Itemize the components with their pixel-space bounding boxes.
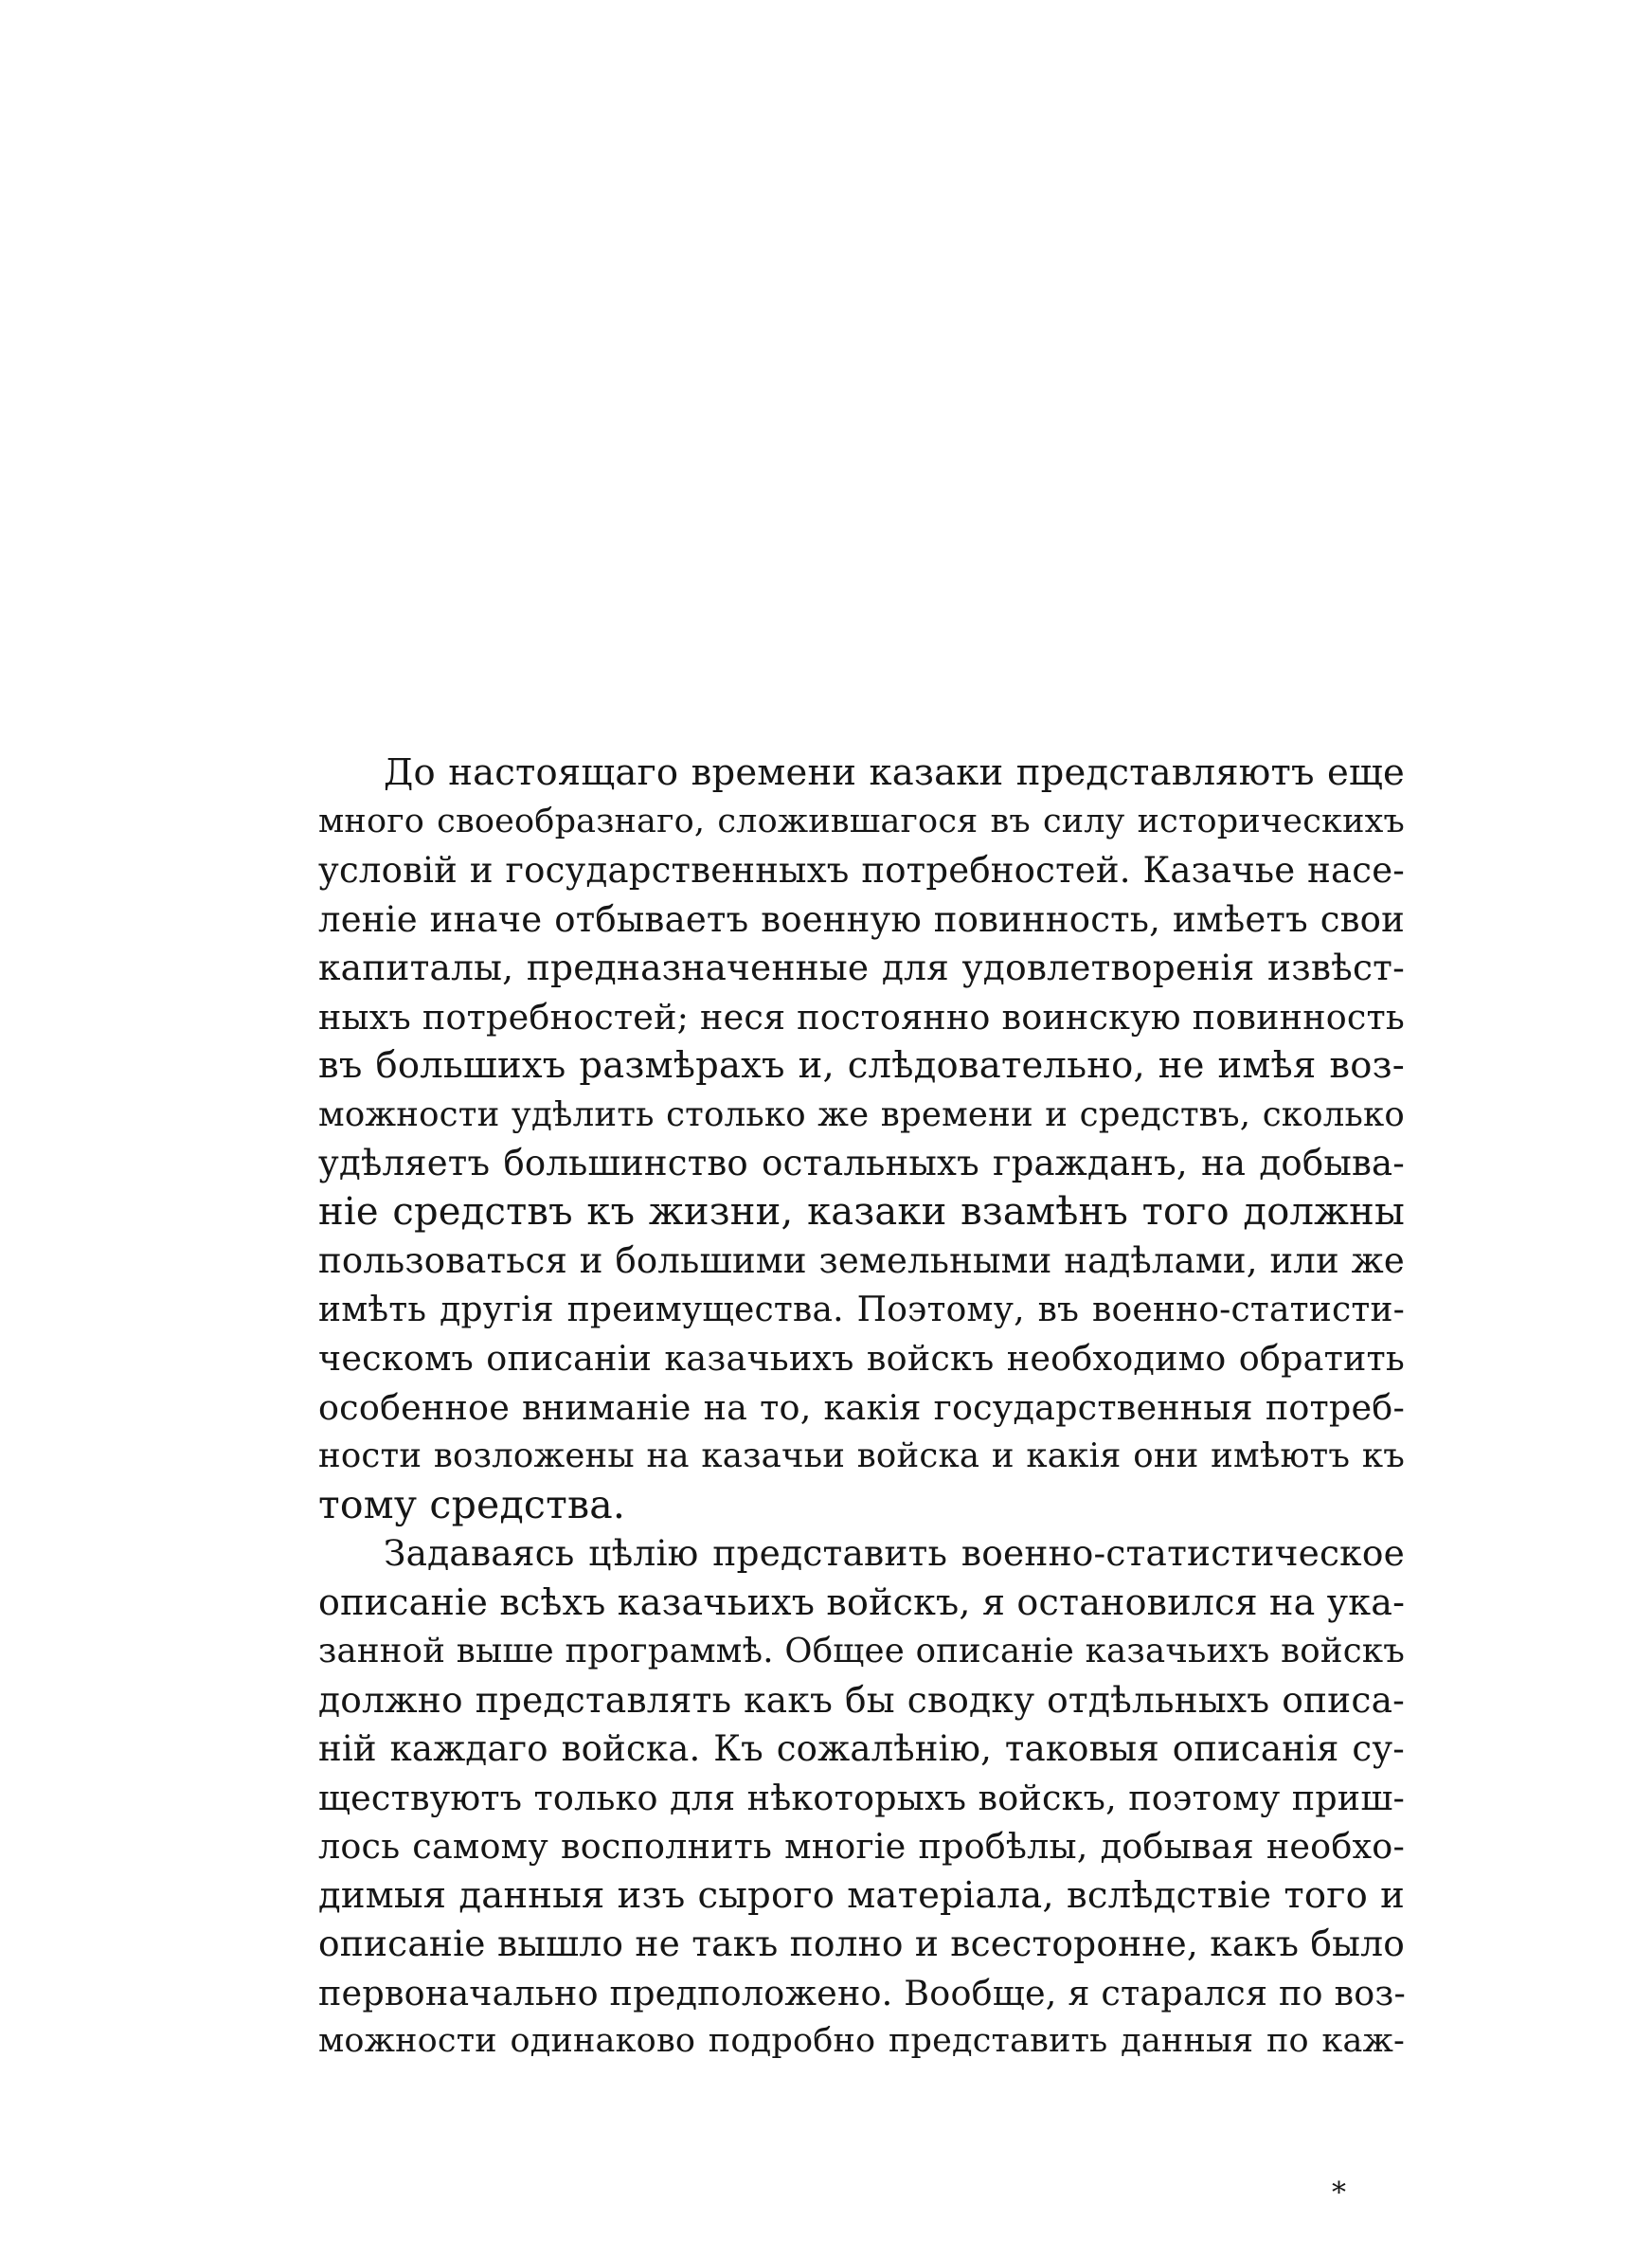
text-line: капиталы, предназначенные для удовлетворенія извѣст- (318, 947, 1405, 988)
text-line: особенное вниманіе на то, какія государственныя потреб- (318, 1386, 1405, 1428)
text-line: ніе средствъ къ жизни, казаки взамѣнъ того должны (318, 1189, 1405, 1234)
paragraph-1 (318, 749, 1405, 1529)
paragraph-2 (318, 1529, 1405, 2067)
text-line: ществуютъ только для нѣкоторыхъ войскъ, поэтому приш- (318, 1777, 1405, 1818)
text-line: можности одинаково подробно представить данныя по каж- (318, 2022, 1405, 2060)
text-line: ности возложены на казачьи войска и какія они имѣютъ къ (318, 1436, 1405, 1475)
text-line: условій и государственныхъ потребностей. Казачье насе- (318, 850, 1405, 891)
text-line: ческомъ описаніи казачьихъ войскъ необходимо обратить (318, 1338, 1405, 1379)
text-line: димыя данныя изъ сырого матеріала, вслѣдствіе того и (318, 1873, 1405, 1917)
text-line: лось самому восполнить многіе пробѣлы, добывая необхо- (318, 1826, 1405, 1867)
text-line: тому средства. (318, 1481, 626, 1527)
text-line: Задаваясь цѣлію представить военно-статистическое (384, 1532, 1405, 1574)
text-line: До настоящаго времени казаки представляютъ еще (384, 751, 1405, 794)
text-line: занной выше программѣ. Общее описаніе казачьихъ войскъ (318, 1632, 1405, 1670)
text-line: много своеобразнаго, сложившагося въ силу историческихъ (318, 802, 1405, 840)
text-line: пользоваться и большими земельными надѣлами, или же (318, 1240, 1405, 1281)
text-line: описаніе всѣхъ казачьихъ войскъ, я остановился на ука- (318, 1580, 1406, 1623)
text-line: въ большихъ размѣрахъ и, слѣдовательно, не имѣя воз- (318, 1044, 1405, 1087)
body-text (318, 749, 1405, 2067)
text-line: описаніе вышло не такъ полно и всесторонне, какъ было (318, 1923, 1405, 1964)
text-line: леніе иначе отбываетъ военную повинность, имѣетъ свои (318, 898, 1405, 940)
text-line: должно представлять какъ бы сводку отдѣльныхъ описа- (318, 1678, 1405, 1721)
text-line: ныхъ потребностей; неся постоянно воинскую повинность (318, 996, 1405, 1038)
text-line: имѣть другія преимущества. Поэтому, въ военно-статисти- (318, 1290, 1405, 1329)
text-line: первоначально предположено. Вообще, я старался по воз- (318, 1972, 1407, 2013)
text-line: удѣляетъ большинство остальныхъ гражданъ, на добыва- (318, 1143, 1405, 1183)
text-line: ній каждаго войска. Къ сожалѣнію, таковыя описанія су- (318, 1728, 1405, 1769)
text-line: можности удѣлить столько же времени и средствъ, сколько (318, 1094, 1405, 1134)
footnote-mark: * (1332, 2176, 1346, 2210)
